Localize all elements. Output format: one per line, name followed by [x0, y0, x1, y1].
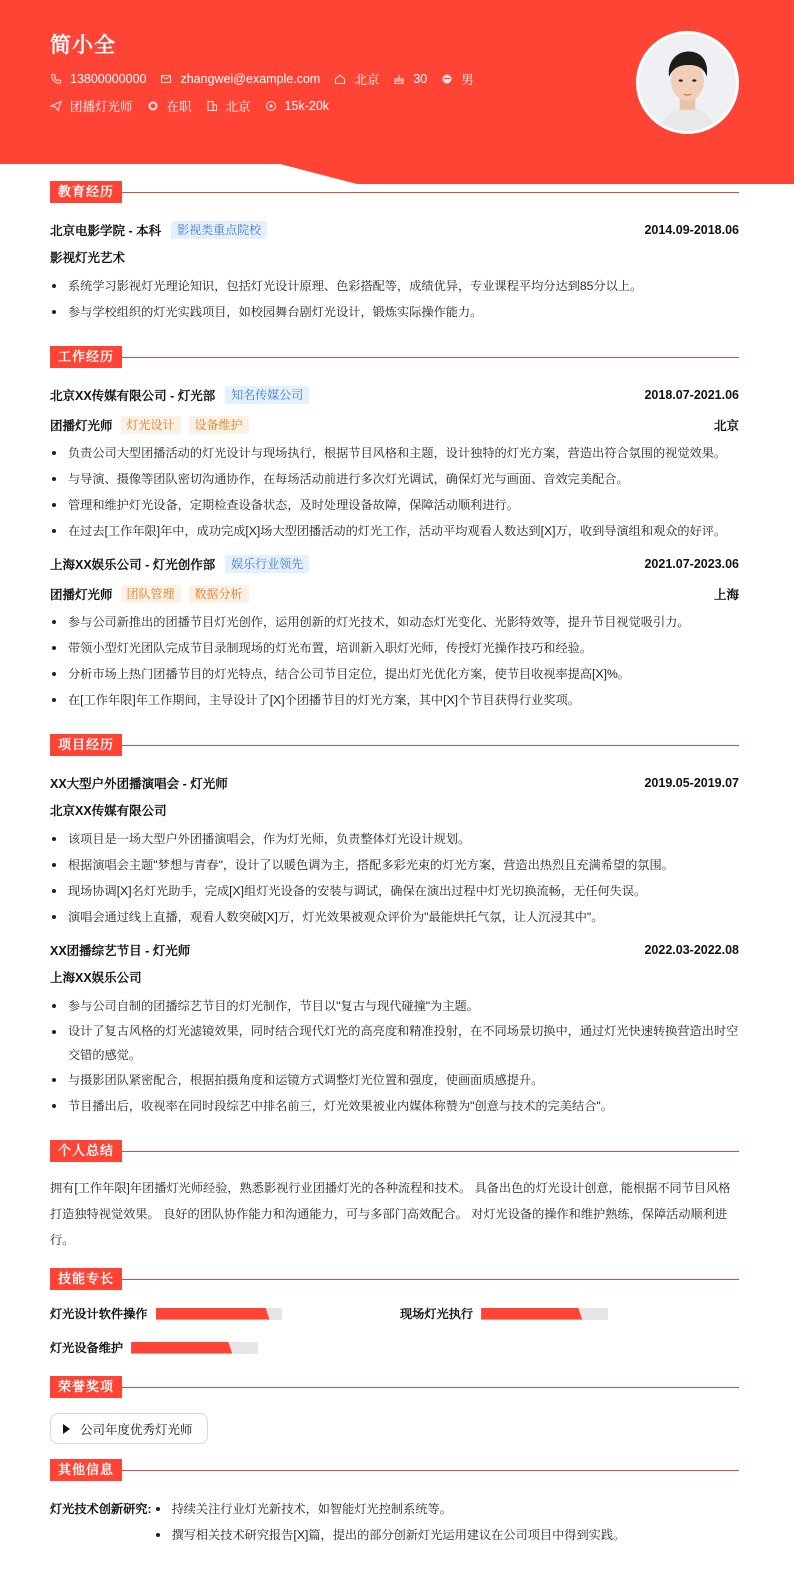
- list-item: 该项目是一场大型户外团播演唱会，作为灯光师，负责整体灯光设计规划。: [50, 826, 739, 852]
- project-bullets: [50, 993, 739, 1119]
- project-date: 2019.05-2019.07: [644, 776, 739, 790]
- company-name: 上海XX娱乐公司 - 灯光创作部: [50, 558, 216, 572]
- list-item: 在[工作年限]年工作期间，主导设计了[X]个团播节目的灯光方案，其中[X]个节目获得行业奖项。: [50, 687, 739, 713]
- salary-info: 15k-20k: [265, 99, 329, 113]
- avatar: [636, 31, 739, 134]
- candidate-name: 简小全: [50, 34, 116, 57]
- company-name: 北京XX传媒有限公司 - 灯光部: [50, 389, 216, 403]
- list-item: 与导演、摄像等团队密切沟通协作，在每场活动前进行多次灯光调试，确保灯光与画面、音效完美配合。: [50, 466, 739, 492]
- company-tag: 知名传媒公司: [225, 386, 309, 404]
- projects-section: [50, 733, 739, 1119]
- list-item: 管理和维护灯光设备，定期检查设备状态，及时处理设备故障，保障活动顺利进行。: [50, 492, 739, 518]
- cake-icon: [393, 73, 405, 85]
- gender-info: 男: [441, 70, 474, 88]
- play-triangle-icon: [63, 1424, 70, 1434]
- summary-section: [50, 1139, 739, 1253]
- work-date: 2021.07-2023.06: [644, 557, 739, 571]
- education-section: [50, 180, 739, 325]
- list-item: 根据演唱会主题"梦想与青春"，设计了以暖色调为主，搭配多彩光束的灯光方案，营造出热烈且充满希望的氛围。: [50, 852, 739, 878]
- project-date: 2022.03-2022.08: [644, 943, 739, 957]
- salary-icon: [265, 100, 277, 112]
- skill-progress-bar: [131, 1342, 258, 1354]
- age-info: 30: [393, 72, 427, 86]
- work-location: 上海: [713, 588, 739, 602]
- list-item: 带领小型灯光团队完成节目录制现场的灯光布置，培训新入职灯光师，传授灯光操作技巧和经验。: [50, 635, 739, 661]
- section-divider: [122, 192, 739, 193]
- building-icon: [206, 100, 218, 112]
- resume-content: [50, 180, 739, 1548]
- other-bullets: [154, 1496, 626, 1548]
- list-item: 负责公司大型团播活动的灯光设计与现场执行，根据节目风格和主题，设计独特的灯光方案，营造出符合氛围的视觉效果。: [50, 440, 739, 466]
- work-city-info: 北京: [206, 97, 251, 115]
- skills-header: [50, 1267, 739, 1291]
- skill-progress-fill: [156, 1308, 270, 1320]
- work-bullets: [50, 440, 739, 544]
- list-item: 撰写相关技术研究报告[X]篇，提出的部分创新灯光运用建议在公司项目中得到实践。: [154, 1522, 626, 1548]
- section-divider: [122, 1279, 739, 1280]
- education-entry: [50, 220, 739, 325]
- list-item: 节目播出后，收视率在同时段综艺中排名前三，灯光效果被业内媒体称赞为"创意与技术的完美结合"。: [50, 1093, 739, 1119]
- job-role: 团播灯光师: [50, 588, 113, 602]
- skill-label: 灯光设备维护: [50, 1341, 124, 1355]
- work-header: [50, 345, 739, 369]
- skill-label: 灯光设计软件操作: [50, 1307, 148, 1321]
- skills-section: [50, 1267, 739, 1367]
- school-tag: 影视类重点院校: [171, 221, 267, 239]
- list-item: 参与公司自制的团播综艺节目的灯光制作，节目以"复古与现代碰撞"为主题。: [50, 993, 739, 1019]
- projects-header: [50, 733, 739, 757]
- education-date: 2014.09-2018.06: [644, 223, 739, 237]
- list-item: 分析市场上热门团播节目的灯光特点，结合公司节目定位，提出灯光优化方案，使节目收视率提高[X]%。: [50, 661, 739, 687]
- list-item: 系统学习影视灯光理论知识，包括灯光设计原理、色彩搭配等，成绩优异，专业课程平均分达到85分以上。: [50, 273, 739, 299]
- list-item: 现场协调[X]名灯光助手，完成[X]组灯光设备的安装与调试，确保在演出过程中灯光切换流畅，无任何失误。: [50, 878, 739, 904]
- list-item: 在过去[工作年限]年中，成功完成[X]场大型团播活动的灯光工作，活动平均观看人数达到[X]万，收到导演组和观众的好评。: [50, 518, 739, 544]
- skill-item: [400, 1305, 608, 1322]
- work-location: 北京: [713, 419, 739, 433]
- skill-progress-fill: [131, 1342, 232, 1354]
- project-name: XX大型户外团播演唱会 - 灯光师: [50, 777, 228, 791]
- project-name: XX团播综艺节目 - 灯光师: [50, 944, 191, 958]
- section-divider: [122, 1470, 739, 1471]
- list-item: 设计了复古风格的灯光滤镜效果，同时结合现代灯光的高亮度和精准投射，在不同场景切换中，通过灯光快速转换营造出时空交错的感觉。: [50, 1019, 739, 1067]
- section-title: 荣誉奖项: [50, 1376, 122, 1398]
- phone-info: 13800000000: [50, 72, 146, 86]
- project-bullets: [50, 826, 739, 930]
- job-role: 团播灯光师: [50, 419, 113, 433]
- phone-icon: [50, 73, 62, 85]
- work-entry: [50, 554, 739, 713]
- list-item: 与摄影团队紧密配合，根据拍摄角度和运镜方式调整灯光位置和强度，使画面质感提升。: [50, 1067, 739, 1093]
- list-item: 参与公司新推出的团播节目灯光创作，运用创新的灯光技术，如动态灯光变化、光影特效等，提升节目视觉吸引力。: [50, 609, 739, 635]
- role-tag: 灯光设计: [121, 416, 181, 434]
- work-date: 2018.07-2021.06: [644, 388, 739, 402]
- job-info-row: [50, 97, 343, 115]
- major: 影视灯光艺术: [50, 251, 126, 265]
- project-org: 北京XX传媒有限公司: [50, 804, 167, 818]
- section-divider: [122, 357, 739, 358]
- list-item: 参与学校组织的灯光实践项目，如校园舞台剧灯光设计，锻炼实际操作能力。: [50, 299, 739, 325]
- skill-item: [50, 1305, 282, 1322]
- section-title: 教育经历: [50, 181, 122, 203]
- mail-icon: [160, 73, 172, 85]
- section-title: 其他信息: [50, 1459, 122, 1481]
- summary-text: 拥有[工作年限]年团播灯光师经验，熟悉影视行业团播灯光的各种流程和技术。 具备出色的灯光设计创意，能根据不同节目风格打造独特视觉效果。 良好的团队协作能力和沟通能力，可与多部门高效配合。 对灯光设备的操作和维护熟练，保障活动顺利进行。: [50, 1181, 731, 1247]
- other-item: [50, 1496, 739, 1548]
- skill-progress-fill: [481, 1308, 582, 1320]
- send-icon: [50, 100, 62, 112]
- list-item: 演唱会通过线上直播，观看人数突破[X]万，灯光效果被观众评价为"最能烘托气氛，让人沉浸其中"。: [50, 904, 739, 930]
- project-org: 上海XX娱乐公司: [50, 971, 142, 985]
- avatar-photo-icon: [639, 34, 736, 131]
- role-tag: 数据分析: [189, 585, 249, 603]
- section-title: 项目经历: [50, 734, 122, 756]
- status-icon: [147, 100, 159, 112]
- section-title: 工作经历: [50, 346, 122, 368]
- other-section: [50, 1458, 739, 1548]
- summary-header: [50, 1139, 739, 1163]
- skill-progress-bar: [481, 1308, 608, 1320]
- school-name: 北京电影学院 - 本科: [50, 224, 162, 238]
- contact-info-row: [50, 70, 488, 88]
- other-item-label: 灯光技术创新研究:: [50, 1502, 152, 1516]
- awards-section: [50, 1375, 739, 1444]
- email-info: zhangwei@example.com: [160, 72, 320, 86]
- gender-icon: [441, 73, 453, 85]
- skill-label: 现场灯光执行: [400, 1307, 474, 1321]
- section-divider: [122, 1151, 739, 1152]
- position-info: 团播灯光师: [50, 97, 133, 115]
- award-item: [50, 1413, 208, 1444]
- city-info: 北京: [334, 70, 379, 88]
- education-header: [50, 180, 739, 204]
- home-icon: [334, 73, 346, 85]
- other-header: [50, 1458, 739, 1482]
- company-tag: 娱乐行业领先: [225, 555, 309, 573]
- skill-item: [50, 1339, 258, 1356]
- status-info: 在职: [147, 97, 192, 115]
- role-tag: 团队管理: [121, 585, 181, 603]
- section-divider: [122, 1387, 739, 1388]
- section-title: 技能专长: [50, 1268, 122, 1290]
- section-divider: [122, 745, 739, 746]
- list-item: 持续关注行业灯光新技术，如智能灯光控制系统等。: [154, 1496, 626, 1522]
- role-tag: 设备维护: [189, 416, 249, 434]
- section-title: 个人总结: [50, 1140, 122, 1162]
- skill-progress-bar: [156, 1308, 282, 1320]
- skills-list: [50, 1301, 739, 1367]
- work-entry: [50, 385, 739, 544]
- award-label: 公司年度优秀灯光师: [80, 1422, 193, 1437]
- project-entry: [50, 940, 739, 1119]
- education-bullets: [50, 273, 739, 325]
- work-section: [50, 345, 739, 713]
- work-bullets: [50, 609, 739, 713]
- project-entry: [50, 773, 739, 930]
- awards-header: [50, 1375, 739, 1399]
